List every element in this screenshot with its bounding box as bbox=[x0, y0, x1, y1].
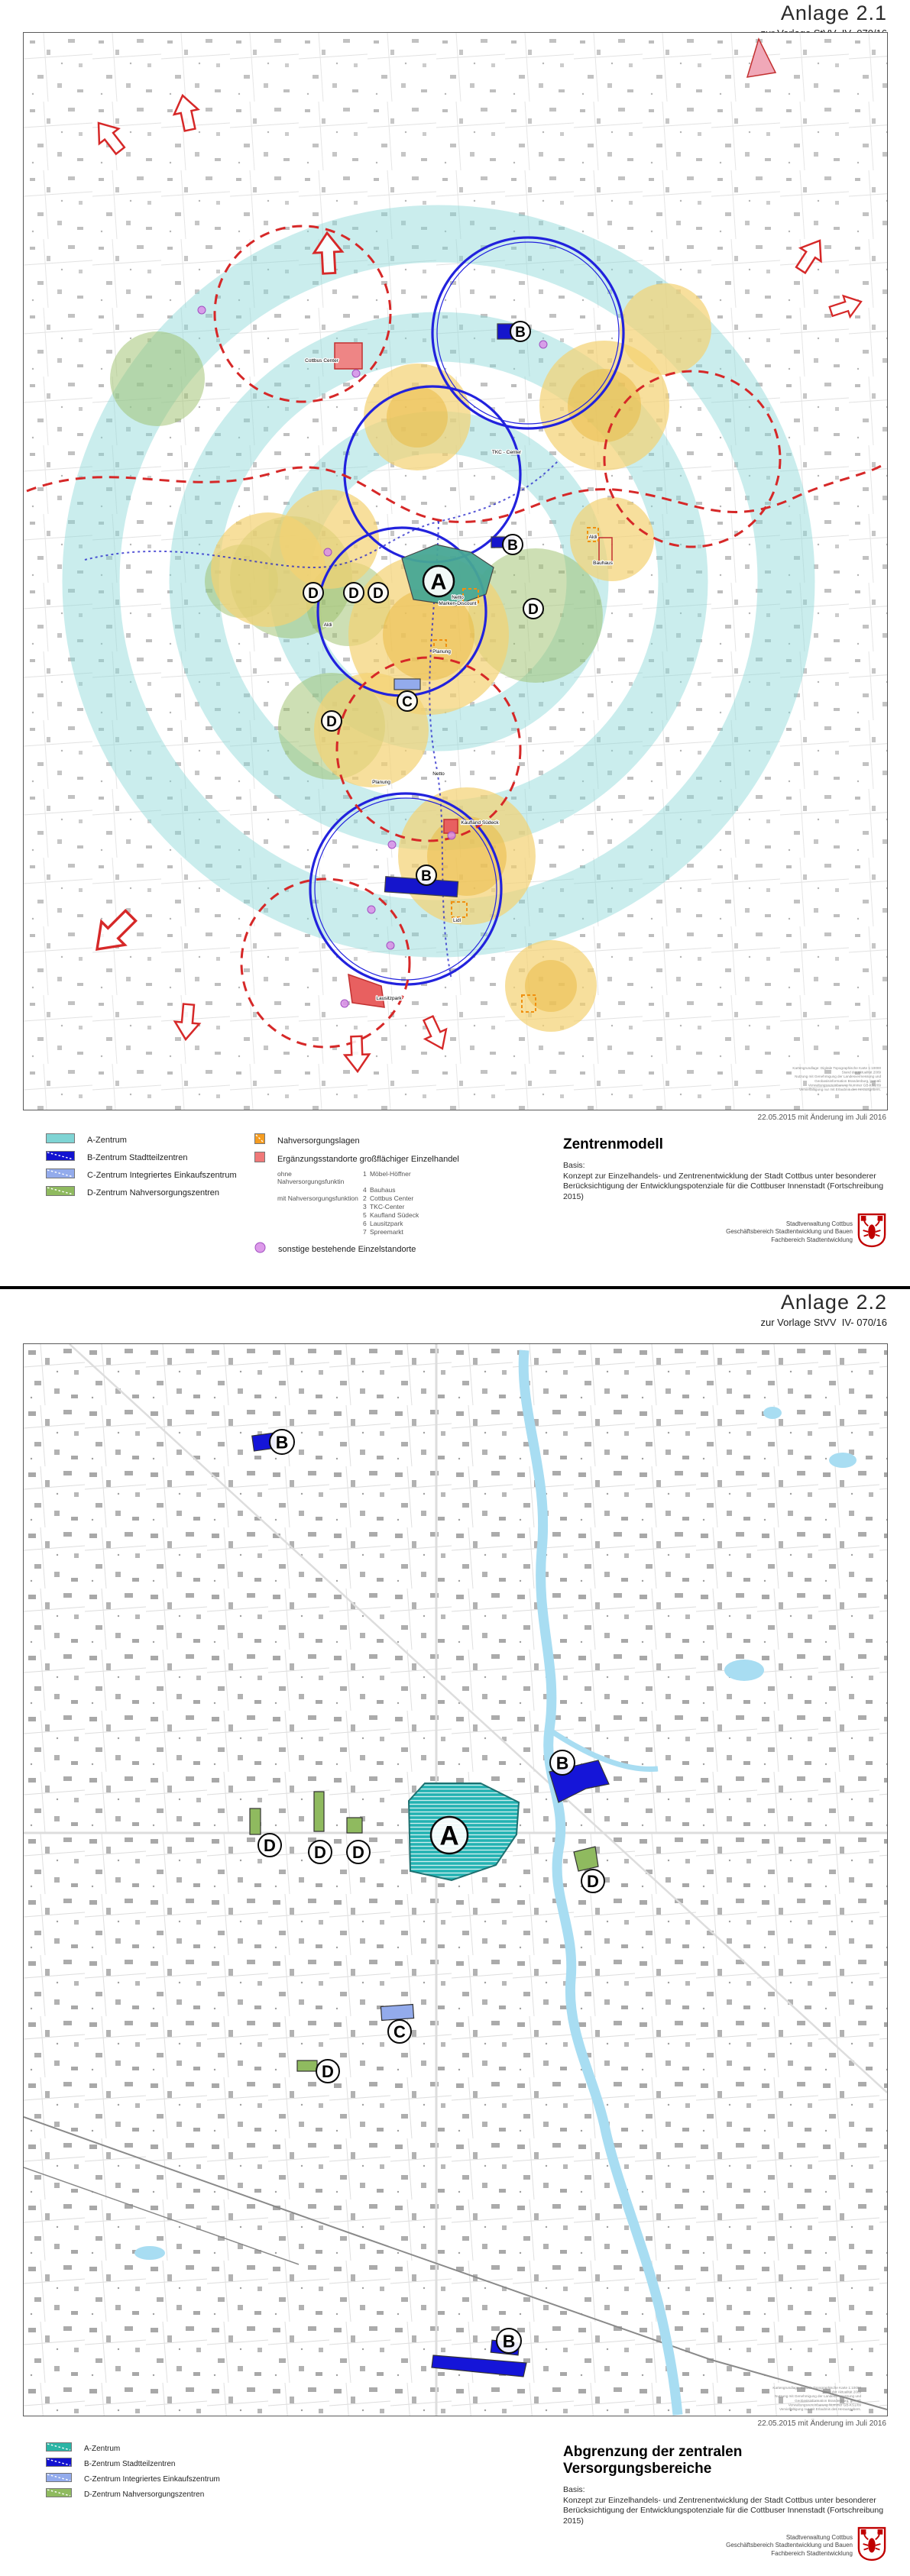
legend-item-c-zentrum bbox=[46, 2472, 220, 2486]
map2-versorgungsbereiche bbox=[23, 1343, 888, 2416]
site-label: Aldi bbox=[323, 622, 332, 628]
d-zentrum-swatch bbox=[46, 1186, 75, 1200]
credit-lines bbox=[726, 2534, 853, 2561]
credit-line: Fachbereich Stadtentwicklung bbox=[771, 1236, 853, 1244]
centre-badge-letter: D bbox=[348, 585, 359, 602]
centre-badge-letter: D bbox=[528, 601, 539, 618]
site-label: Netto bbox=[452, 595, 464, 600]
credit-lines bbox=[726, 1220, 853, 1248]
credit-line: Geschäftsbereich Stadtentwicklung und Bauen bbox=[726, 2542, 853, 2549]
zone-swatch bbox=[46, 2473, 72, 2482]
map-attribution-line: Verwaltungsvereinbarung Nummer GB-KS1/09 bbox=[788, 2403, 861, 2407]
map-attribution-line: Geobasisinformation Brandenburg, gemäß bbox=[795, 2398, 861, 2403]
legend-label: B-Zentrum Stadtteilzentren bbox=[87, 1153, 188, 1162]
map2-canvas bbox=[24, 1344, 887, 2416]
map-attribution-line: Stand der Aktualität 2009 bbox=[821, 2390, 861, 2394]
zone-swatch bbox=[46, 2458, 72, 2467]
map-attribution-line: Kartengrundlage: Digitale Topographische Karte 1:10000 bbox=[772, 2386, 861, 2390]
a-zentrum-swatch bbox=[46, 1133, 75, 1147]
ergaenzungsstandorte-swatch bbox=[254, 1152, 265, 1166]
centre-badge-letter: A bbox=[430, 570, 447, 595]
credit-block2 bbox=[726, 2526, 886, 2561]
centre-badge-letter: D bbox=[314, 1842, 326, 1862]
legend1-sites bbox=[254, 1133, 537, 1261]
legend-item-c-zentrum bbox=[46, 1168, 237, 1182]
b-zentrum-swatch bbox=[46, 2457, 72, 2471]
titleblock2 bbox=[563, 2444, 887, 2527]
legend-label: D-Zentrum Nahversorgungszentren bbox=[87, 1188, 220, 1198]
numbered-site: 3 TKC-Center bbox=[363, 1203, 405, 1210]
site-label: Kaufland Südeck bbox=[461, 820, 499, 826]
site-function-label bbox=[277, 1220, 360, 1227]
c-zentrum-swatch bbox=[46, 1168, 75, 1182]
cottbus-center-site bbox=[335, 343, 362, 369]
centre-badge-letter: D bbox=[308, 585, 319, 602]
map-attribution-line: Kartengrundlage: Digitale Topographische Karte 1:10000 bbox=[792, 1066, 881, 1070]
credit-block1 bbox=[726, 1213, 886, 1248]
centre-badge-letter: C bbox=[393, 2022, 406, 2041]
centre-badge-letter: B bbox=[515, 324, 526, 341]
site-label: Netto bbox=[432, 771, 445, 777]
site-label: Lidl bbox=[452, 918, 461, 923]
legend-label: C-Zentrum Integriertes Einkaufszentrum bbox=[84, 2474, 220, 2484]
centre-badge-letter: D bbox=[322, 2061, 334, 2081]
centre-badge-letter: B bbox=[421, 868, 432, 884]
basis-line1: Konzept zur Einzelhandels- und Zentrenentwicklung der Stadt Cottbus unter besonderer bbox=[563, 2495, 876, 2505]
numbered-site: 6 Lausitzpark bbox=[363, 1220, 403, 1227]
legend-label: C-Zentrum Integriertes Einkaufszentrum bbox=[87, 1171, 237, 1180]
legend1-centres bbox=[46, 1133, 237, 1204]
map-attribution-line: Nutzung mit Genehmigung der Landesvermessung und bbox=[775, 2394, 861, 2399]
page1-title: Anlage 2.1 bbox=[780, 2, 887, 24]
a-zentrum-swatch bbox=[46, 2442, 72, 2455]
site-function-label bbox=[277, 1228, 360, 1236]
numbered-site: 1 Möbel-Höffner bbox=[363, 1170, 411, 1178]
map2-map-title: Abgrenzung der zentralen Versorgungsbereiche bbox=[563, 2444, 743, 2477]
zone-swatch bbox=[46, 1133, 75, 1143]
map1-zentrenmodell bbox=[23, 32, 888, 1110]
centre-badge-letter: D bbox=[326, 713, 337, 730]
zone-swatch bbox=[254, 1152, 265, 1162]
site-marker-swatch bbox=[254, 1242, 266, 1253]
centre-badge-letter: D bbox=[264, 1835, 276, 1855]
nahversorgungslagen-swatch bbox=[254, 1133, 265, 1148]
legend2-centres bbox=[46, 2442, 220, 2503]
zone-swatch bbox=[46, 1168, 75, 1178]
centre-badge-letter: D bbox=[587, 1871, 599, 1891]
centre-badge-letter: B bbox=[507, 537, 518, 554]
d-zentrum-area-3 bbox=[250, 1808, 261, 1834]
legend-label: sonstige bestehende Einzelstandorte bbox=[278, 1245, 416, 1254]
credit-line: Geschäftsbereich Stadtentwicklung und Bauen bbox=[726, 1228, 853, 1236]
site-label: TKC - Center bbox=[491, 450, 522, 455]
basis-line2: Berücksichtigung der Entwicklungspotenziale für die Cottbuser Innenstadt (Fortschreibung 2015) bbox=[563, 1181, 884, 1201]
centre-badge-letter: C bbox=[402, 693, 413, 710]
map-attribution-line: Stand der Aktualität 2009 bbox=[841, 1070, 881, 1075]
ergaenzung-site-list bbox=[277, 1170, 537, 1236]
map-attribution-line: Geobasisinformation Brandenburg, gemäß bbox=[814, 1078, 881, 1083]
zone-swatch bbox=[254, 1133, 265, 1144]
map1-date: 22.05.2015 mit Änderung im Juli 2016 bbox=[757, 1113, 886, 1122]
centre-badge-letter: D bbox=[373, 585, 384, 602]
credit-line: Fachbereich Stadtentwicklung bbox=[771, 2550, 853, 2558]
zone-swatch bbox=[46, 2488, 72, 2497]
sheet-anlage-2-2 bbox=[0, 1289, 910, 2576]
basis-line1: Konzept zur Einzelhandels- und Zentrenentwicklung der Stadt Cottbus unter besonderer bbox=[563, 1171, 876, 1181]
legend-item-b-zentrum bbox=[46, 1151, 237, 1165]
map-attribution-line: Nutzung mit Genehmigung der Landesvermessung und bbox=[795, 1075, 881, 1079]
sheet-anlage-2-1 bbox=[0, 0, 910, 1286]
site-label: Planung bbox=[372, 780, 390, 785]
c-zentrum-area bbox=[394, 679, 420, 690]
basis-label: Basis: bbox=[563, 1161, 585, 1170]
credit-line: Stadtverwaltung Cottbus bbox=[785, 1220, 853, 1227]
site-label: Bauhaus bbox=[593, 561, 613, 566]
zone-swatch bbox=[46, 1151, 75, 1161]
site-function-label: ohne Nahversorgungsfunktin bbox=[277, 1170, 345, 1185]
d-zentrum-area-2 bbox=[347, 1818, 362, 1833]
numbered-site: 2 Cottbus Center bbox=[363, 1194, 414, 1202]
centre-badge-letter: B bbox=[275, 1432, 289, 1453]
site-label: Planung bbox=[432, 649, 451, 655]
b-zentrum-swatch bbox=[46, 1151, 75, 1165]
legend-item-ergaenzungsstandorte bbox=[254, 1152, 537, 1166]
map1-map-title: Zentrenmodell bbox=[563, 1136, 663, 1152]
map2-date: 22.05.2015 mit Änderung im Juli 2016 bbox=[757, 2419, 886, 2428]
site-function-label bbox=[277, 1203, 360, 1210]
legend-label: B-Zentrum Stadtteilzentren bbox=[84, 2459, 176, 2468]
zone-swatch bbox=[46, 1186, 75, 1196]
legend-item-a-zentrum bbox=[46, 2442, 220, 2455]
map-attribution-line: Vervielfältigung nur mit Erlaubnis des Herausgebers. bbox=[779, 2407, 861, 2411]
cottbus-coat-of-arms bbox=[857, 2526, 886, 2561]
map-attribution-line: Vervielfältigung nur mit Erlaubnis des Herausgebers. bbox=[799, 1088, 881, 1091]
page2-title: Anlage 2.2 bbox=[780, 1291, 887, 1314]
map1-canvas bbox=[24, 33, 887, 1110]
centre-badge-letter: D bbox=[352, 1842, 364, 1862]
site-label: Marken-Discount bbox=[439, 601, 477, 606]
legend-label: D-Zentrum Nahversorgungszentren bbox=[84, 2490, 205, 2499]
numbered-site: 7 Spreemarkt bbox=[363, 1228, 403, 1236]
d-zentrum-area-5 bbox=[297, 2060, 317, 2071]
legend-item-b-zentrum bbox=[46, 2457, 220, 2471]
centre-badge-letter: A bbox=[439, 1821, 459, 1851]
legend-label: A-Zentrum bbox=[84, 2444, 121, 2453]
centre-badge-letter: B bbox=[502, 2331, 516, 2351]
c-zentrum-swatch bbox=[46, 2472, 72, 2486]
centre-badge-letter: B bbox=[555, 1753, 569, 1773]
legend-label: Ergänzungsstandorte großflächiger Einzelhandel bbox=[277, 1154, 459, 1164]
legend-item-nahversorgungslagen bbox=[254, 1133, 537, 1148]
legend-item-d-zentrum bbox=[46, 2487, 220, 2501]
cottbus-coat-of-arms bbox=[857, 1213, 886, 1248]
legend-label: A-Zentrum bbox=[87, 1136, 127, 1145]
site-function-label bbox=[277, 1186, 360, 1194]
einzelstandort-swatch bbox=[254, 1242, 266, 1257]
kaufland-suedeck-site bbox=[444, 819, 458, 833]
site-function-label: mit Nahversorgungsfunktion bbox=[277, 1194, 358, 1202]
legend-item-sonstige-einzelstandorte bbox=[254, 1242, 537, 1257]
legend-label: Nahversorgungslagen bbox=[277, 1136, 360, 1146]
site-label: Aldi bbox=[588, 535, 597, 540]
legend-item-a-zentrum bbox=[46, 1133, 237, 1147]
d-zentrum-swatch bbox=[46, 2487, 72, 2501]
d-zentrum-area-1 bbox=[314, 1792, 324, 1831]
basis-label: Basis: bbox=[563, 2485, 585, 2494]
numbered-site: 4 Bauhaus bbox=[363, 1186, 396, 1194]
zone-swatch bbox=[46, 2442, 72, 2452]
c-zentrum-area bbox=[381, 2005, 413, 2021]
legend-item-d-zentrum bbox=[46, 1186, 237, 1200]
site-label: Cottbus Center bbox=[305, 358, 338, 364]
titleblock1 bbox=[563, 1136, 887, 1203]
site-function-label bbox=[277, 1211, 360, 1219]
map-attribution-line: Verwaltungsvereinbarung Nummer GB-KS1/09 bbox=[808, 1083, 881, 1088]
page2-subtitle: zur Vorlage StVV IV- 070/16 bbox=[760, 1317, 887, 1328]
site-label: Lausitzpark bbox=[376, 996, 402, 1001]
numbered-site: 5 Kaufland Südeck bbox=[363, 1211, 419, 1219]
credit-line: Stadtverwaltung Cottbus bbox=[785, 2533, 853, 2541]
basis-line2: Berücksichtigung der Entwicklungspotenziale für die Cottbuser Innenstadt (Fortschreibung 2015) bbox=[563, 2506, 884, 2526]
